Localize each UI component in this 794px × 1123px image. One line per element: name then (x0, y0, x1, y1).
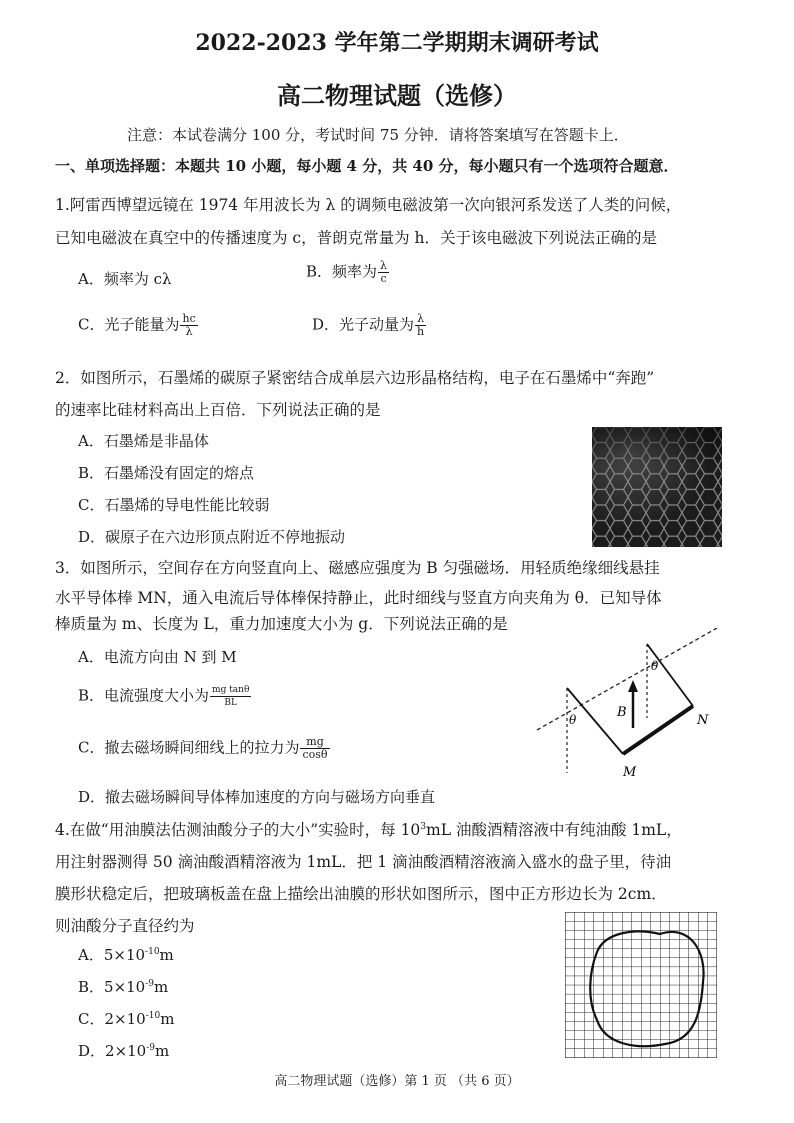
q2-option-c: C．石墨烯的导电性能比较弱 (78, 496, 270, 514)
q1-stem-line2: 已知电磁波在真空中的传播速度为 c，普朗克常量为 h．关于该电磁波下列说法正确的是 (55, 229, 658, 247)
q1-option-d: D．光子动量为 $\frac{\lambda}{h}$ (312, 312, 425, 338)
q4-stem-line2: 用注射器测得 50 滴油酸酒精溶液为 1mL．把 1 滴油酸酒精溶液滴入盛水的盘子里，待油 (55, 853, 672, 871)
exam-notice: 注意：本试卷满分 100 分，考试时间 75 分钟．请将答案填写在答题卡上． (127, 126, 629, 144)
exam-subtitle: 高二物理试题（选修） (277, 81, 517, 110)
q3-stem-line1: 3．如图所示，空间存在方向竖直向上、磁感应强度为 B 匀强磁场．用轻质绝缘细线悬挂 (55, 559, 660, 577)
q3-option-c: C．撤去磁场瞬间细线上的拉力为 $\frac{mg}{\cos\theta}$ (78, 735, 328, 761)
q3-option-b: B．电流强度大小为 $\frac{\text{mg tanθ}}{BL}$ (78, 685, 250, 708)
q4-oil-film-grid (565, 912, 717, 1058)
q2-option-d: D．碳原子在六边形顶点附近不停地振动 (78, 528, 346, 546)
q4-option-c: C．$2\times 10^{-10}m$ (78, 1010, 175, 1028)
q3-option-a: A．电流方向由 N 到 M (78, 648, 237, 666)
q4-option-b: B．$5\times 10^{-9}m$ (78, 978, 169, 996)
q3-stem-line3: 棒质量为 m、长度为 L，重力加速度大小为 g．下列说法正确的是 (55, 615, 508, 633)
exam-title: 2022-2023 学年第二学期期末调研考试 (195, 30, 599, 56)
q3-label-n: N (697, 713, 709, 728)
q1-option-b: B．频率为 $\frac{\lambda}{c}$ (306, 259, 388, 285)
q3-label-theta-left: θ (569, 713, 577, 727)
q3-label-theta-right: θ (651, 659, 659, 673)
q4-stem-line3: 膜形状稳定后，把玻璃板盖在盘上描绘出油膜的形状如图所示，图中正方形边长为 2cm． (55, 885, 667, 903)
q4-option-a: A．$5\times 10^{-10}m$ (78, 946, 174, 964)
q1-stem-line1: 1.阿雷西博望远镜在 1974 年用波长为 λ 的调频电磁波第一次向银河系发送了人类的问候， (55, 196, 682, 214)
graphene-photo (592, 427, 722, 547)
q2-stem-line1: 2．如图所示，石墨烯的碳原子紧密结合成单层六边形晶格结构，电子在石墨烯中“奔跑” (55, 369, 655, 387)
q4-stem-line4: 则油酸分子直径约为 (55, 917, 195, 935)
q1-option-c: C．光子能量为 $\frac{hc}{\lambda}$ (78, 312, 196, 338)
q3-option-d: D．撤去磁场瞬间导体棒加速度的方向与磁场方向垂直 (78, 788, 436, 806)
q2-stem-line2: 的速率比硅材料高出上百倍．下列说法正确的是 (55, 401, 381, 419)
q2-option-a: A．石墨烯是非晶体 (78, 432, 209, 450)
q1-option-a: A．频率为 cλ (78, 270, 172, 288)
q4-stem-line1: 4.在做“用油膜法估测油酸分子的大小”实验时，每 $10^3mL$ 油酸酒精溶液中有纯油酸 1mL， (55, 821, 682, 839)
q2-option-b: B．石墨烯没有固定的熔点 (78, 464, 255, 482)
q3-figure (535, 628, 725, 778)
q4-option-d: D．$2\times 10^{-9}m$ (78, 1042, 170, 1060)
q3-stem-line2: 水平导体棒 MN，通入电流后导体棒保持静止，此时细线与竖直方向夹角为 θ．已知导体 (55, 589, 662, 607)
q3-label-b: B (617, 705, 627, 720)
section-heading: 一、单项选择题：本题共 10 小题，每小题 4 分，共 40 分，每小题只有一个选项符合题意． (55, 157, 679, 175)
page-footer: 高二物理试题（选修）第 1 页 （共 6 页） (274, 1074, 520, 1089)
q3-label-m: M (623, 765, 637, 778)
